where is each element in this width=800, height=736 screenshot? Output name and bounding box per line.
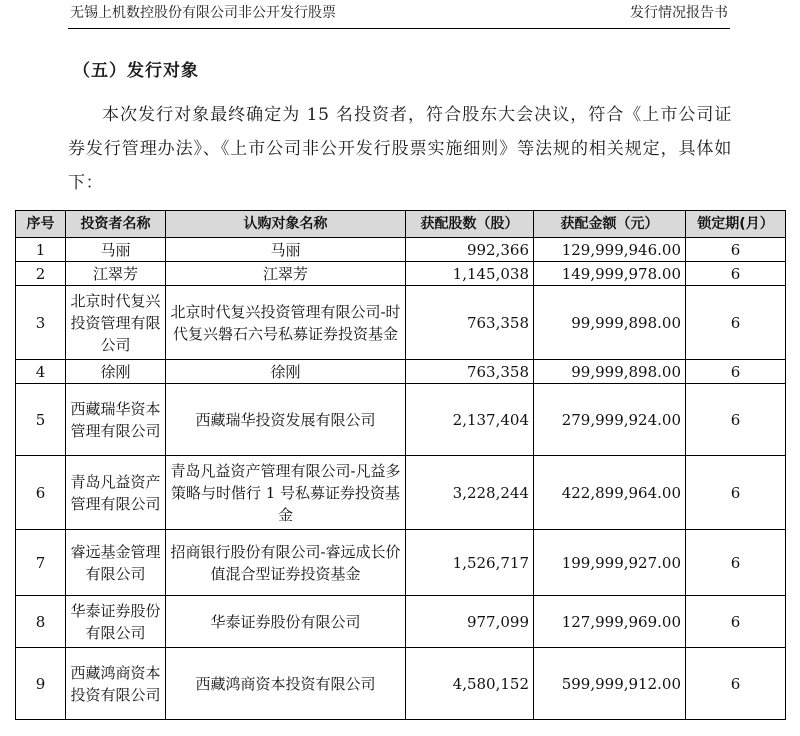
table-row [16,360,786,384]
table-row [16,286,786,360]
table-row [16,596,786,648]
cell-shares: 977,099 [406,596,534,648]
cell-investor: 华泰证券股份有限公司 [66,596,166,648]
cell-lock: 6 [686,384,786,456]
cell-lock: 6 [686,456,786,530]
table-row [16,238,786,262]
cell-no: 8 [16,596,66,648]
table-header-row [16,211,786,238]
col-header-lock: 锁定期(月） [686,211,786,238]
cell-lock: 6 [686,530,786,596]
cell-investor: 北京时代复兴投资管理有限公司 [66,286,166,360]
cell-investor: 睿远基金管理有限公司 [66,530,166,596]
col-header-no: 序号 [16,211,66,238]
cell-amount: 99,999,898.00 [534,286,686,360]
cell-no: 1 [16,238,66,262]
cell-no: 5 [16,384,66,456]
cell-lock: 6 [686,238,786,262]
cell-target: 青岛凡益资产管理有限公司-凡益多策略与时偕行 1 号私募证券投资基金 [166,456,406,530]
cell-investor: 徐刚 [66,360,166,384]
cell-no: 2 [16,262,66,286]
page-header [68,0,730,29]
cell-no: 9 [16,648,66,720]
cell-amount: 127,999,969.00 [534,596,686,648]
cell-lock: 6 [686,596,786,648]
cell-lock: 6 [686,360,786,384]
cell-amount: 279,999,924.00 [534,384,686,456]
cell-amount: 199,999,927.00 [534,530,686,596]
cell-shares: 1,145,038 [406,262,534,286]
cell-shares: 4,580,152 [406,648,534,720]
cell-no: 4 [16,360,66,384]
cell-shares: 763,358 [406,360,534,384]
table-row [16,530,786,596]
cell-shares: 3,228,244 [406,456,534,530]
cell-shares: 1,526,717 [406,530,534,596]
table-row [16,384,786,456]
col-header-shares: 获配股数（股） [406,211,534,238]
cell-investor: 西藏鸿商资本投资有限公司 [66,648,166,720]
document-title: 无锡上机数控股份有限公司非公开发行股票 [70,5,336,21]
cell-target: 马丽 [166,238,406,262]
col-header-target: 认购对象名称 [166,211,406,238]
table-row [16,456,786,530]
cell-target: 西藏瑞华投资发展有限公司 [166,384,406,456]
cell-target: 徐刚 [166,360,406,384]
cell-target: 西藏鸿商资本投资有限公司 [166,648,406,720]
cell-investor: 青岛凡益资产管理有限公司 [66,456,166,530]
report-name: 发行情况报告书 [630,5,728,21]
allocation-table [15,210,786,720]
cell-amount: 99,999,898.00 [534,360,686,384]
cell-no: 3 [16,286,66,360]
cell-no: 7 [16,530,66,596]
cell-amount: 422,899,964.00 [534,456,686,530]
cell-shares: 763,358 [406,286,534,360]
cell-shares: 992,366 [406,238,534,262]
cell-target: 华泰证券股份有限公司 [166,596,406,648]
cell-investor: 江翠芳 [66,262,166,286]
cell-target: 招商银行股份有限公司-睿远成长价值混合型证券投资基金 [166,530,406,596]
cell-amount: 149,999,978.00 [534,262,686,286]
section-title: （五）发行对象 [73,61,199,81]
table-row [16,648,786,720]
cell-target: 江翠芳 [166,262,406,286]
cell-lock: 6 [686,286,786,360]
cell-no: 6 [16,456,66,530]
cell-target: 北京时代复兴投资管理有限公司-时代复兴磐石六号私募证券投资基金 [166,286,406,360]
cell-amount: 599,999,912.00 [534,648,686,720]
col-header-amount: 获配金额（元） [534,211,686,238]
intro-paragraph: 本次发行对象最终确定为 15 名投资者，符合股东大会决议，符合《上市公司证券发行管理办法》、《上市公司非公开发行股票实施细则》等法规的相关规定，具体如下： [68,105,732,193]
cell-amount: 129,999,946.00 [534,238,686,262]
table-row [16,262,786,286]
cell-investor: 西藏瑞华资本管理有限公司 [66,384,166,456]
cell-lock: 6 [686,648,786,720]
cell-shares: 2,137,404 [406,384,534,456]
col-header-investor: 投资者名称 [66,211,166,238]
cell-lock: 6 [686,262,786,286]
cell-investor: 马丽 [66,238,166,262]
